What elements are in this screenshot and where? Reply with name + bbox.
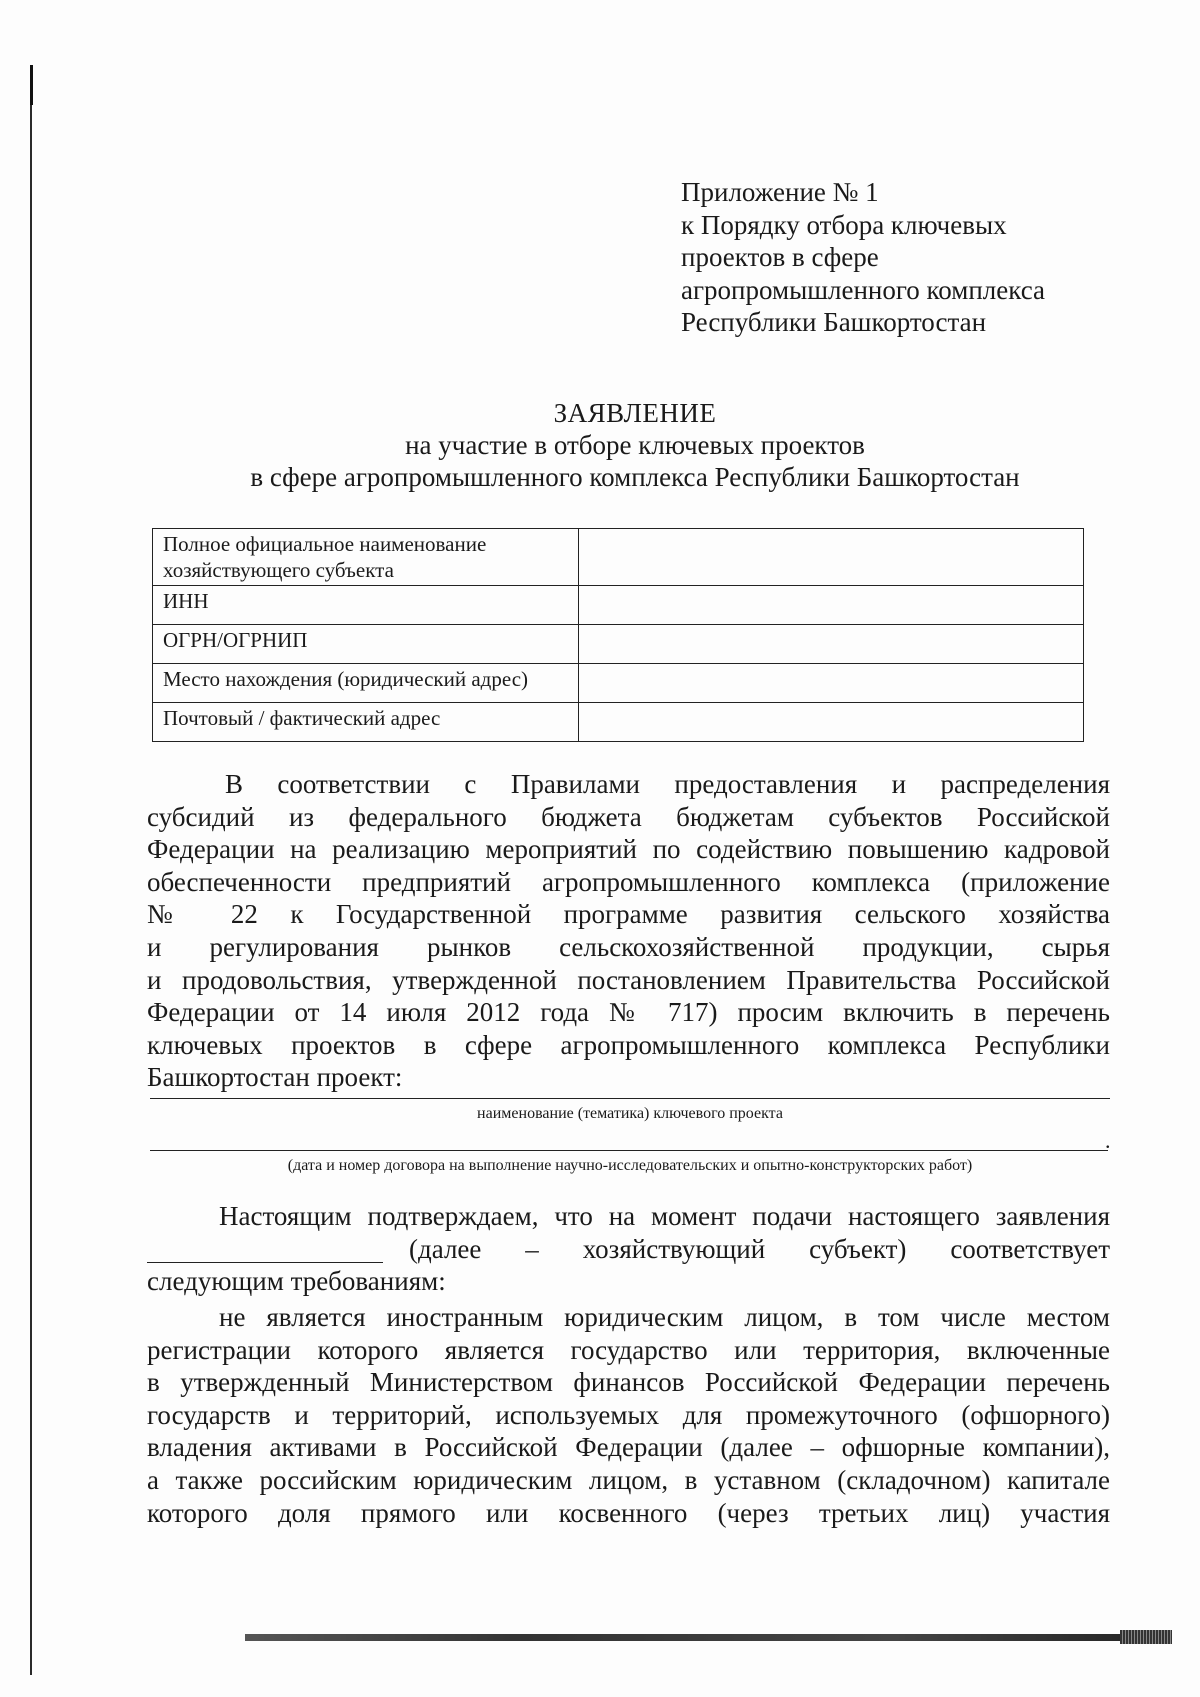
appendix-line: агропромышленного комплекса: [681, 274, 1045, 305]
inn-value-field[interactable]: [579, 586, 1084, 625]
paragraph-line: Настоящим подтверждаем, что на момент подачи настоящего заявления: [219, 1201, 1110, 1231]
end-period: .: [1105, 1128, 1111, 1153]
document-subtitle-2: в сфере агропромышленного комплекса Республики Башкортостан: [250, 462, 1020, 492]
appendix-line: к Порядку отбора ключевых: [681, 209, 1007, 240]
appendix-line: Республики Башкортостан: [681, 307, 987, 337]
paragraph-line: регистрации которого является государство или территория, включенные: [147, 1334, 1110, 1365]
appendix-line: проектов в сфере: [681, 242, 879, 272]
table-row: [153, 664, 1084, 703]
paragraph-line: владения активами в Российской Федерации (далее – офшорные компании),: [147, 1432, 1110, 1463]
contract-caption: (дата и номер договора на выполнение научно-исследовательских и опытно-конструкторских работ): [287, 1157, 973, 1174]
ogrn-label: ОГРН/ОГРНИП: [153, 625, 579, 664]
paragraph-line: (далее – хозяйствующий субъект) соответствует: [409, 1233, 1110, 1264]
paragraph-line: следующим требованиям:: [147, 1266, 446, 1297]
paragraph-line: в утвержденный Министерством финансов Российской Федерации перечень: [147, 1367, 1110, 1398]
bottom-scan-rule-end: [1120, 1630, 1172, 1644]
paragraph-line: и продовольствия, утвержденной постановлением Правительства Российской: [147, 964, 1110, 995]
scan-left-edge: [30, 65, 32, 1675]
scan-left-edge-mark: [30, 65, 33, 105]
full-name-label-line2: хозяйствующего субъекта: [163, 558, 394, 582]
document-subtitle-1: на участие в отборе ключевых проектов: [405, 430, 865, 460]
postal-address-value-field[interactable]: [579, 703, 1084, 742]
paragraph-line: субсидий из федерального бюджета бюджетам субъектов Российской: [147, 801, 1110, 832]
paragraph-line: а также российским юридическим лицом, в уставном (складочном) капитале: [147, 1464, 1110, 1495]
appendix-line: Приложение № 1: [681, 177, 879, 207]
paragraph-line: которого доля прямого или косвенного (через третьих лиц) участия: [147, 1497, 1110, 1528]
paragraph-line: Федерации на реализацию мероприятий по содействию повышению кадровой: [147, 834, 1110, 865]
project-name-caption: наименование (тематика) ключевого проекта: [477, 1105, 783, 1122]
paragraph-line: не является иностранным юридическим лицом, в том числе местом: [219, 1302, 1110, 1332]
paragraph-line: № 22 к Государственной программе развития сельского хозяйства: [147, 899, 1110, 930]
paragraph-line: и регулирования рынков сельскохозяйственной продукции, сырья: [147, 931, 1110, 962]
document-title: ЗАЯВЛЕНИЕ: [553, 398, 717, 428]
paragraph-line: обеспеченности предприятий агропромышленного комплекса (приложение: [147, 866, 1110, 897]
table-row: [153, 529, 1084, 586]
postal-address-label: Почтовый / фактический адрес: [153, 703, 579, 742]
project-name-fill-line[interactable]: [150, 1098, 1110, 1099]
paragraph-line: Башкортостан проект:: [147, 1062, 403, 1093]
ogrn-value-field[interactable]: [579, 625, 1084, 664]
inn-label: ИНН: [153, 586, 579, 625]
paragraph-line: ключевых проектов в сфере агропромышленного комплекса Республики: [147, 1029, 1110, 1060]
paragraph-line: В соответствии с Правилами предоставления и распределения: [225, 769, 1110, 799]
appendix-header: [681, 176, 1045, 339]
paragraph-request: [147, 768, 1110, 1094]
bottom-scan-rule: [245, 1634, 1172, 1641]
full-name-label-line1: Полное официальное наименование: [163, 532, 487, 556]
paragraph-requirements: [147, 1301, 1110, 1529]
paragraph-confirm: [147, 1200, 1110, 1298]
subject-name-fill-line[interactable]: [147, 1262, 383, 1263]
paragraph-line: государств и территорий, используемых для промежуточного (офшорного): [147, 1399, 1110, 1430]
table-row: [153, 703, 1084, 742]
contract-fill-line[interactable]: [150, 1150, 1108, 1151]
table-label-cell: [153, 529, 579, 586]
legal-address-label: Место нахождения (юридический адрес): [153, 664, 579, 703]
applicant-info-table: [152, 528, 1084, 742]
table-row: [153, 586, 1084, 625]
full-name-value-field[interactable]: [579, 529, 1084, 586]
table-row: [153, 625, 1084, 664]
paragraph-line: Федерации от 14 июля 2012 года № 717) просим включить в перечень: [147, 997, 1110, 1028]
legal-address-value-field[interactable]: [579, 664, 1084, 703]
